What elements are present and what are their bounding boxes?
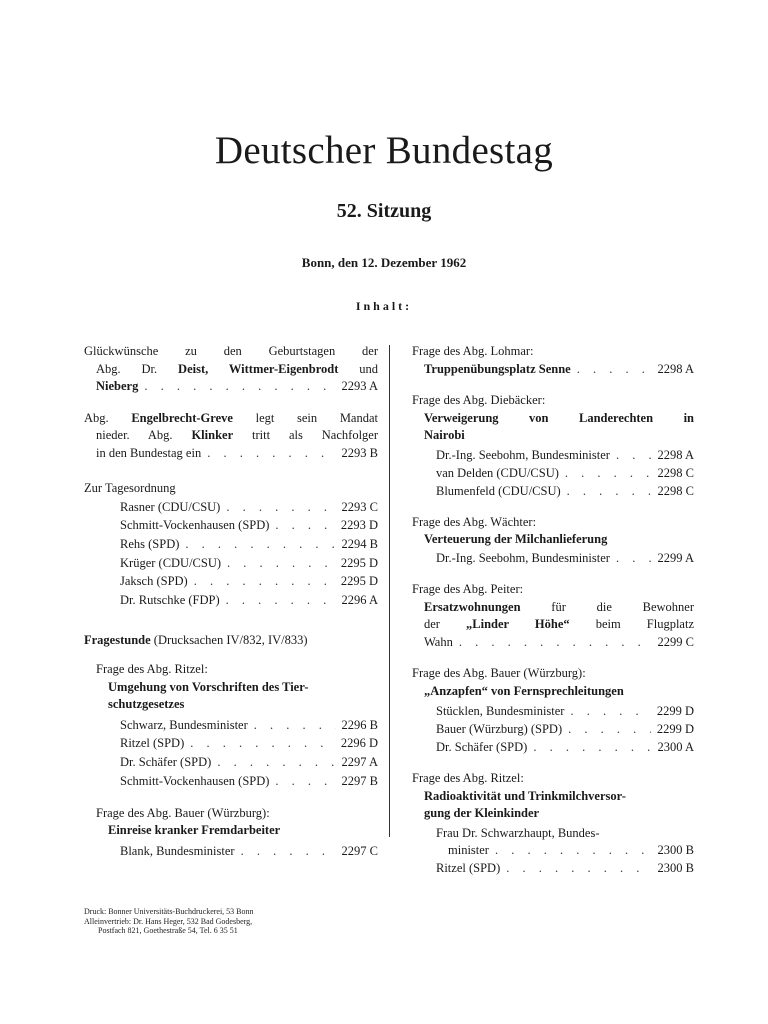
speaker-name: Stücklen, Bundesminister bbox=[436, 704, 565, 718]
leader-dots bbox=[570, 702, 650, 720]
frage-topic: Truppenübungsplatz Senne bbox=[424, 361, 571, 376]
leader-dots bbox=[616, 550, 652, 568]
frage-topic bbox=[412, 599, 694, 617]
page-ref: 2296 D bbox=[340, 736, 378, 751]
frage-peiter bbox=[412, 581, 694, 651]
page-ref: 2294 B bbox=[341, 536, 378, 551]
speaker-line bbox=[84, 516, 378, 535]
entry-line bbox=[412, 634, 694, 652]
frage-topic-text: beim Flugplatz bbox=[595, 617, 694, 631]
page-ref: 2299 D bbox=[656, 704, 694, 718]
entry-line bbox=[84, 378, 378, 396]
leader-dots bbox=[533, 738, 651, 756]
contents-right-column bbox=[412, 343, 694, 877]
entry-text-part: nieder. Abg. bbox=[96, 428, 173, 442]
page-ref: 2295 D bbox=[340, 574, 378, 589]
imprint bbox=[84, 907, 344, 936]
entry-text-part: tritt als Nachfolger bbox=[252, 428, 378, 442]
speaker-name: Ritzel (SPD) bbox=[436, 860, 501, 875]
frage-ritzel-right bbox=[412, 770, 694, 877]
page-ref: 2297 B bbox=[341, 773, 378, 788]
frage-heading: Frage des Abg. Peiter: bbox=[412, 582, 524, 596]
frage-topic: schutzgesetzes bbox=[108, 697, 185, 712]
page-ref: 2298 C bbox=[657, 465, 694, 480]
frage-topic: Umgehung von Vorschriften des Tier- bbox=[108, 679, 309, 694]
speaker-line bbox=[96, 734, 378, 753]
page-ref: 2295 D bbox=[340, 555, 378, 570]
imprint-address: Postfach 821, Goethestraße 54, Tel. 6 35 51 bbox=[98, 926, 238, 935]
speaker-line bbox=[412, 482, 694, 500]
speaker-line bbox=[84, 498, 378, 517]
page-ref: 2299 A bbox=[657, 550, 694, 565]
page-ref: 2298 A bbox=[657, 361, 694, 376]
entry-text-part: Abg. bbox=[84, 410, 109, 425]
frage-topic: Verweigerung von Landerechten in bbox=[424, 410, 694, 425]
speaker-name: Krüger (CDU/CSU) bbox=[120, 555, 222, 570]
leader-dots bbox=[568, 720, 651, 738]
speaker-name: Dr. Rutschke (FDP) bbox=[120, 593, 220, 608]
page-ref: 2299 C bbox=[657, 634, 694, 649]
section-heading: Zur Tagesordnung bbox=[84, 481, 176, 495]
frage-topic: Nairobi bbox=[424, 428, 465, 442]
speaker-name: Frau Dr. Schwarzhaupt, Bundes- bbox=[436, 825, 600, 840]
leader-dots bbox=[241, 843, 336, 861]
entry-fragestunde bbox=[84, 632, 378, 860]
leader-dots bbox=[275, 772, 335, 791]
page-ref: 2297 C bbox=[341, 843, 378, 858]
page-ref: 2297 A bbox=[341, 755, 378, 770]
frage-topic-bold: Ersatzwohnungen bbox=[424, 599, 521, 614]
entry-name: Klinker bbox=[191, 428, 234, 442]
frage-topic-text: der bbox=[424, 617, 440, 631]
speaker-line bbox=[412, 550, 694, 568]
speaker-name: Blank, Bundesminister bbox=[120, 843, 235, 858]
entry-line bbox=[412, 361, 694, 379]
speaker-name: Dr.-Ing. Seebohm, Bundesminister bbox=[436, 550, 610, 565]
speaker-line bbox=[412, 842, 694, 860]
leader-dots bbox=[577, 361, 652, 379]
frage-topic bbox=[412, 616, 694, 634]
entry-text-part: legt sein Mandat bbox=[255, 410, 379, 425]
frage-diebaecker bbox=[412, 392, 694, 500]
leader-dots bbox=[227, 554, 335, 573]
leader-dots bbox=[506, 860, 651, 878]
entry-name: Nieberg bbox=[96, 379, 139, 393]
speaker-line bbox=[412, 702, 694, 720]
speaker-name: Schmitt-Vockenhausen (SPD) bbox=[120, 773, 270, 788]
frage-heading: Frage des Abg. Ritzel: bbox=[412, 771, 524, 785]
page-ref: 2300 A bbox=[657, 740, 694, 754]
entry-tagesordnung bbox=[84, 480, 378, 610]
speaker-name: minister bbox=[448, 843, 489, 857]
frage-heading: Frage des Abg. Wächter: bbox=[412, 514, 537, 529]
page-ref: 2293 A bbox=[341, 379, 378, 393]
page-ref: 2293 D bbox=[340, 518, 378, 533]
imprint-distributor: Alleinvertrieb: Dr. Hans Heger, 532 Bad Godesberg, bbox=[84, 916, 253, 926]
frage-waechter bbox=[412, 514, 694, 568]
speaker-name: Blumenfeld (CDU/CSU) bbox=[436, 483, 561, 498]
leader-dots bbox=[185, 535, 335, 554]
entry-text bbox=[84, 410, 378, 428]
fragestunde-heading bbox=[84, 632, 378, 650]
page-title: Deutscher Bundestag bbox=[214, 129, 554, 172]
session-number: 52. Sitzung bbox=[336, 200, 432, 222]
frage-heading: Frage des Abg. Lohmar: bbox=[412, 344, 534, 358]
entry-names: Deist, Wittmer-Eigenbrodt bbox=[178, 361, 339, 376]
leader-dots bbox=[616, 446, 652, 464]
page-ref: 2293 B bbox=[341, 445, 378, 460]
page-ref: 2298 A bbox=[657, 447, 694, 462]
speaker-line bbox=[96, 716, 378, 735]
page-ref: 2298 C bbox=[657, 483, 694, 498]
leader-dots bbox=[459, 634, 652, 652]
leader-dots bbox=[217, 753, 335, 772]
speaker-line bbox=[84, 535, 378, 554]
frage-heading: Frage des Abg. Bauer (Würzburg): bbox=[412, 666, 586, 680]
speaker-line bbox=[412, 738, 694, 756]
entry-text: Glückwünsche zu den Geburtstagen der bbox=[84, 344, 378, 358]
speaker-name: Bauer (Würzburg) (SPD) bbox=[436, 722, 563, 736]
speaker-line bbox=[84, 591, 378, 610]
page-ref: 2300 B bbox=[657, 843, 694, 857]
speaker-name: Rehs (SPD) bbox=[120, 536, 180, 551]
frage-heading: Frage des Abg. Ritzel: bbox=[96, 662, 208, 677]
speaker-name: Schmitt-Vockenhausen (SPD) bbox=[120, 518, 270, 533]
page-ref: 2299 D bbox=[656, 722, 694, 736]
frage-lohmar bbox=[412, 343, 694, 378]
speaker-line bbox=[96, 753, 378, 772]
frage-heading: Frage des Abg. Bauer (Würzburg): bbox=[96, 805, 270, 820]
entry-line bbox=[84, 445, 378, 463]
frage-topic: Einreise kranker Fremdarbeiter bbox=[108, 823, 281, 838]
frage-topic-bold: „Linder Höhe“ bbox=[466, 617, 570, 631]
leader-dots bbox=[495, 842, 652, 860]
speaker-name: Dr. Schäfer (SPD) bbox=[120, 755, 212, 770]
leader-dots bbox=[194, 572, 335, 591]
fragestunde-label: Fragestunde bbox=[84, 632, 151, 647]
entry-mandat bbox=[84, 410, 378, 463]
contents-heading: Inhalt: bbox=[355, 299, 413, 313]
speaker-line bbox=[412, 446, 694, 464]
entry-glueckwuensche bbox=[84, 343, 378, 396]
page-ref: 2296 A bbox=[341, 593, 378, 608]
frage-bauer-left bbox=[84, 805, 378, 861]
page-ref: 2300 B bbox=[657, 860, 694, 875]
frage-bauer-right bbox=[412, 665, 694, 756]
leader-dots bbox=[254, 716, 336, 735]
speaker-line bbox=[84, 572, 378, 591]
speaker-name: Jaksch (SPD) bbox=[120, 574, 188, 589]
entry-text-part: in den Bundestag ein bbox=[96, 445, 202, 460]
leader-dots bbox=[275, 516, 334, 535]
speaker-name: Dr. Schäfer (SPD) bbox=[436, 740, 528, 754]
leader-dots bbox=[565, 464, 652, 482]
leader-dots bbox=[144, 378, 335, 396]
frage-heading: Frage des Abg. Diebäcker: bbox=[412, 393, 546, 407]
imprint-printer: Druck: Bonner Universitäts-Buchdruckerei, 53 Bonn bbox=[84, 907, 254, 916]
contents-left-column bbox=[84, 343, 378, 860]
fragestunde-docs: (Drucksachen IV/832, IV/833) bbox=[153, 632, 308, 647]
session-date: Bonn, den 12. Dezember 1962 bbox=[301, 255, 467, 270]
entry-name: Engelbrecht-Greve bbox=[131, 410, 233, 425]
leader-dots bbox=[226, 591, 336, 610]
leader-dots bbox=[207, 445, 335, 463]
speaker-line bbox=[412, 464, 694, 482]
speaker-line bbox=[412, 720, 694, 738]
speaker-name: Rasner (CDU/CSU) bbox=[120, 499, 221, 514]
entry-text bbox=[84, 361, 378, 379]
entry-text-part: und bbox=[359, 361, 379, 376]
speaker-name: Ritzel (SPD) bbox=[120, 736, 185, 751]
leader-dots bbox=[190, 734, 335, 753]
page-ref: 2296 B bbox=[341, 717, 378, 732]
frage-topic-text: für die Bewohner bbox=[551, 599, 694, 614]
frage-topic: gung der Kleinkinder bbox=[424, 806, 540, 820]
speaker-name: Dr.-Ing. Seebohm, Bundesminister bbox=[436, 447, 610, 462]
frage-topic: „Anzapfen“ von Fernsprechleitungen bbox=[424, 683, 624, 698]
speaker-line bbox=[84, 554, 378, 573]
frage-topic-text: Wahn bbox=[424, 634, 453, 649]
page-ref: 2293 C bbox=[341, 499, 378, 514]
column-divider bbox=[389, 345, 390, 837]
speaker-line bbox=[96, 772, 378, 791]
frage-topic: Verteuerung der Milchanlieferung bbox=[424, 532, 608, 546]
leader-dots bbox=[567, 482, 652, 500]
frage-ritzel-left bbox=[84, 661, 378, 790]
entry-text bbox=[84, 427, 378, 445]
leader-dots bbox=[226, 498, 335, 517]
speaker-line bbox=[412, 860, 694, 878]
entry-text-part: Abg. Dr. bbox=[96, 361, 158, 376]
speaker-line bbox=[96, 843, 378, 861]
speaker-name: Schwarz, Bundesminister bbox=[120, 717, 248, 732]
speaker-name: van Delden (CDU/CSU) bbox=[436, 465, 559, 480]
frage-topic: Radioaktivität und Trinkmilchversor- bbox=[424, 788, 626, 803]
